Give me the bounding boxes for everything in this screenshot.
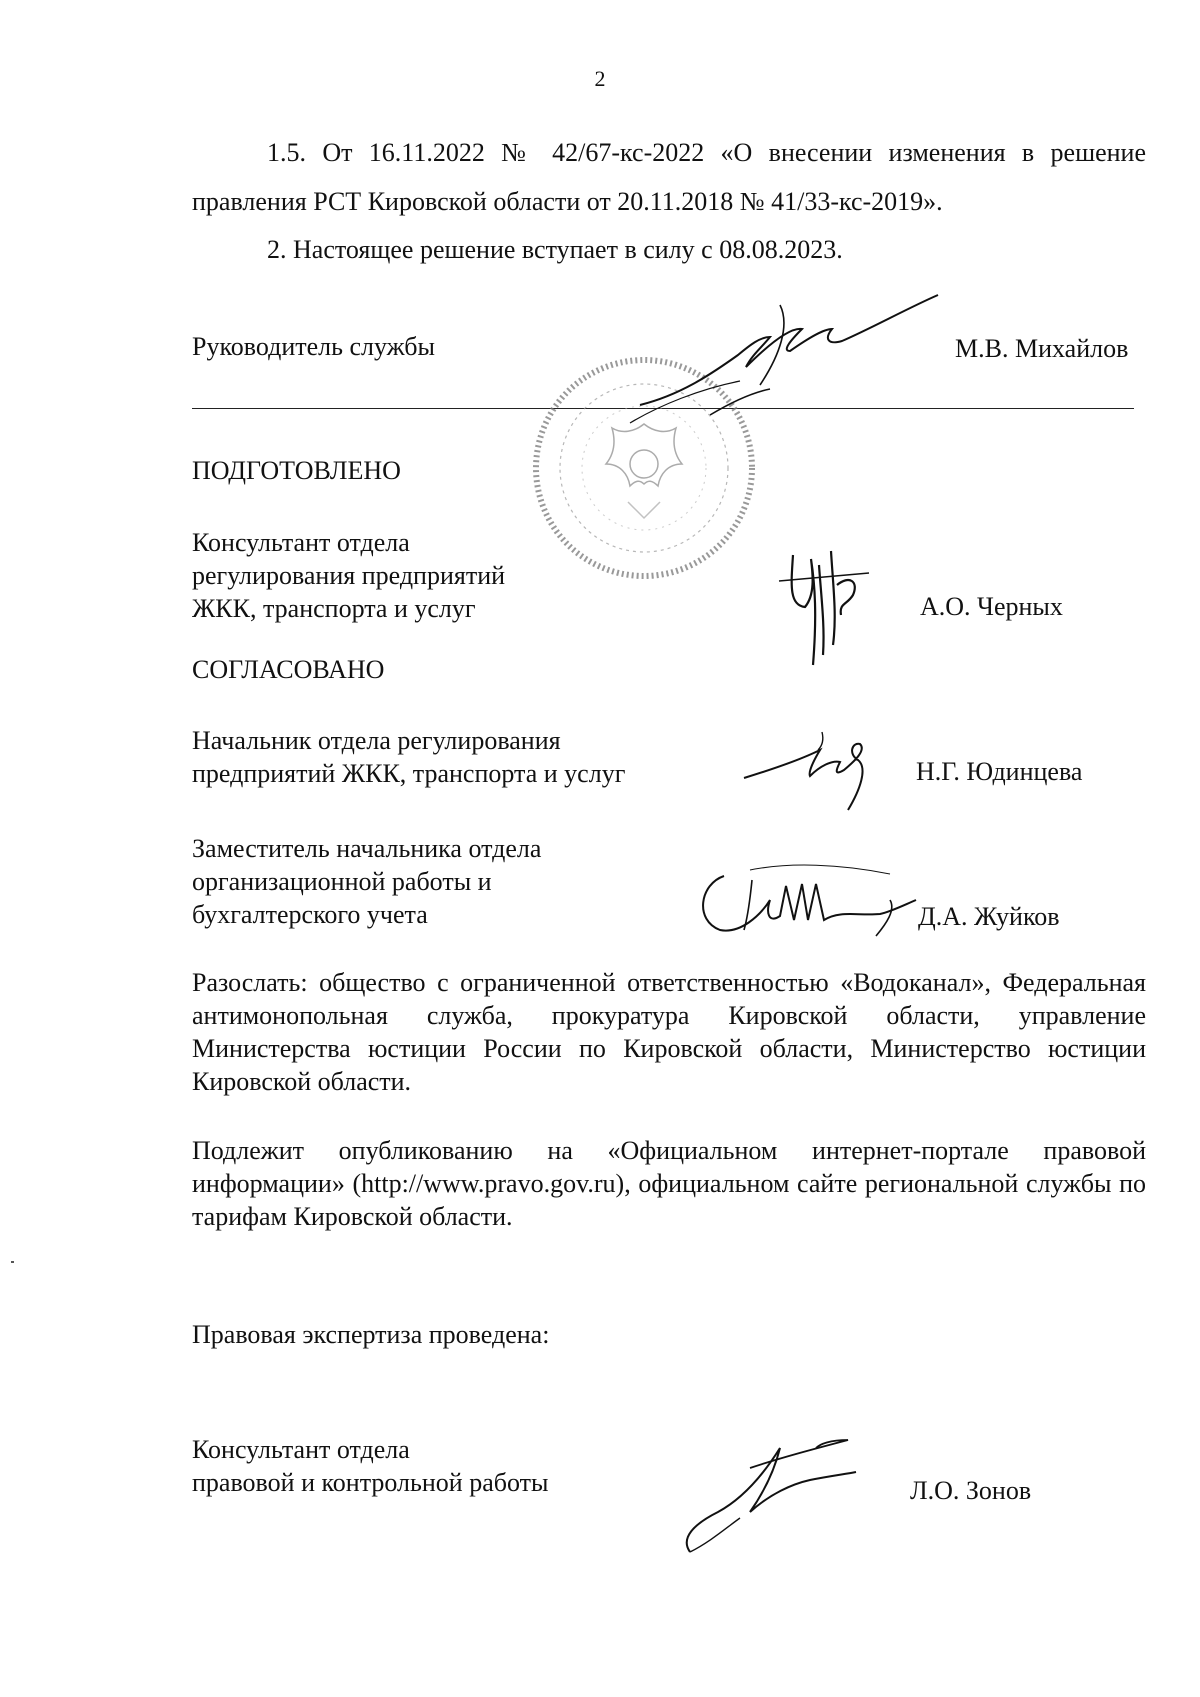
agreed-signer-position-line: организационной работы и (192, 867, 492, 896)
publication-note: Подлежит опубликованию на «Официальном интернет-портале правовой информации» (http://www.pravo.gov.ru), официальном сайте региональной службы по тарифам Кировской области. (192, 1136, 1146, 1231)
legal-review-position-line: правовой и контрольной работы (192, 1468, 549, 1497)
prepared-position-line: регулирования предприятий (192, 561, 506, 590)
prepared-position-line: ЖКК, транспорта и услуг (192, 594, 476, 623)
paragraph-2: 2. Настоящее решение вступает в силу с 08.08.2023. (267, 235, 843, 264)
distribution-list: Разослать: общество с ограниченной ответственностью «Водоканал», Федеральная антимонопольная служба, прокуратура Кировской области, управление Министерства юстиции России по Кировской области, Министерство юстиции Кировской области. (192, 968, 1146, 1096)
scan-speck (11, 1261, 14, 1263)
agreed-signer-2-name: Д.А. Жуйков (918, 902, 1060, 931)
prepared-position-line: Консультант отдела (192, 528, 410, 557)
agreed-signer-1-signature (740, 720, 890, 812)
legal-review-signature (680, 1428, 860, 1558)
agreed-signer-position-line: Заместитель начальника отдела (192, 834, 542, 863)
agreed-heading: СОГЛАСОВАНО (192, 655, 385, 684)
head-signature (620, 285, 940, 435)
agreed-signer-2-signature (690, 860, 920, 940)
agreed-signer-1-position (192, 724, 625, 790)
paragraph-1-5: 1.5. От 16.11.2022 № 42/67-кс-2022 «О внесении изменения в решение правления РСТ Кировской области от 20.11.2018 № 41/33-кс-2019». (192, 138, 1146, 216)
head-position: Руководитель службы (192, 332, 435, 361)
agreed-signer-position-line: бухгалтерского учета (192, 900, 428, 929)
prepared-position (192, 526, 505, 625)
legal-review-name: Л.О. Зонов (910, 1476, 1032, 1505)
agreed-signer-2-position (192, 832, 541, 931)
head-name: М.В. Михайлов (955, 334, 1129, 363)
prepared-name: А.О. Черных (920, 592, 1063, 621)
page-number: 2 (594, 66, 606, 91)
prepared-signature (775, 545, 875, 670)
legal-review-heading: Правовая экспертиза проведена: (192, 1320, 550, 1349)
agreed-signer-1-name: Н.Г. Юдинцева (916, 757, 1083, 786)
agreed-signer-position-line: Начальник отдела регулирования (192, 726, 561, 755)
legal-review-position (192, 1433, 548, 1499)
agreed-signer-position-line: предприятий ЖКК, транспорта и услуг (192, 759, 626, 788)
prepared-heading: ПОДГОТОВЛЕНО (192, 456, 401, 485)
legal-review-position-line: Консультант отдела (192, 1435, 410, 1464)
